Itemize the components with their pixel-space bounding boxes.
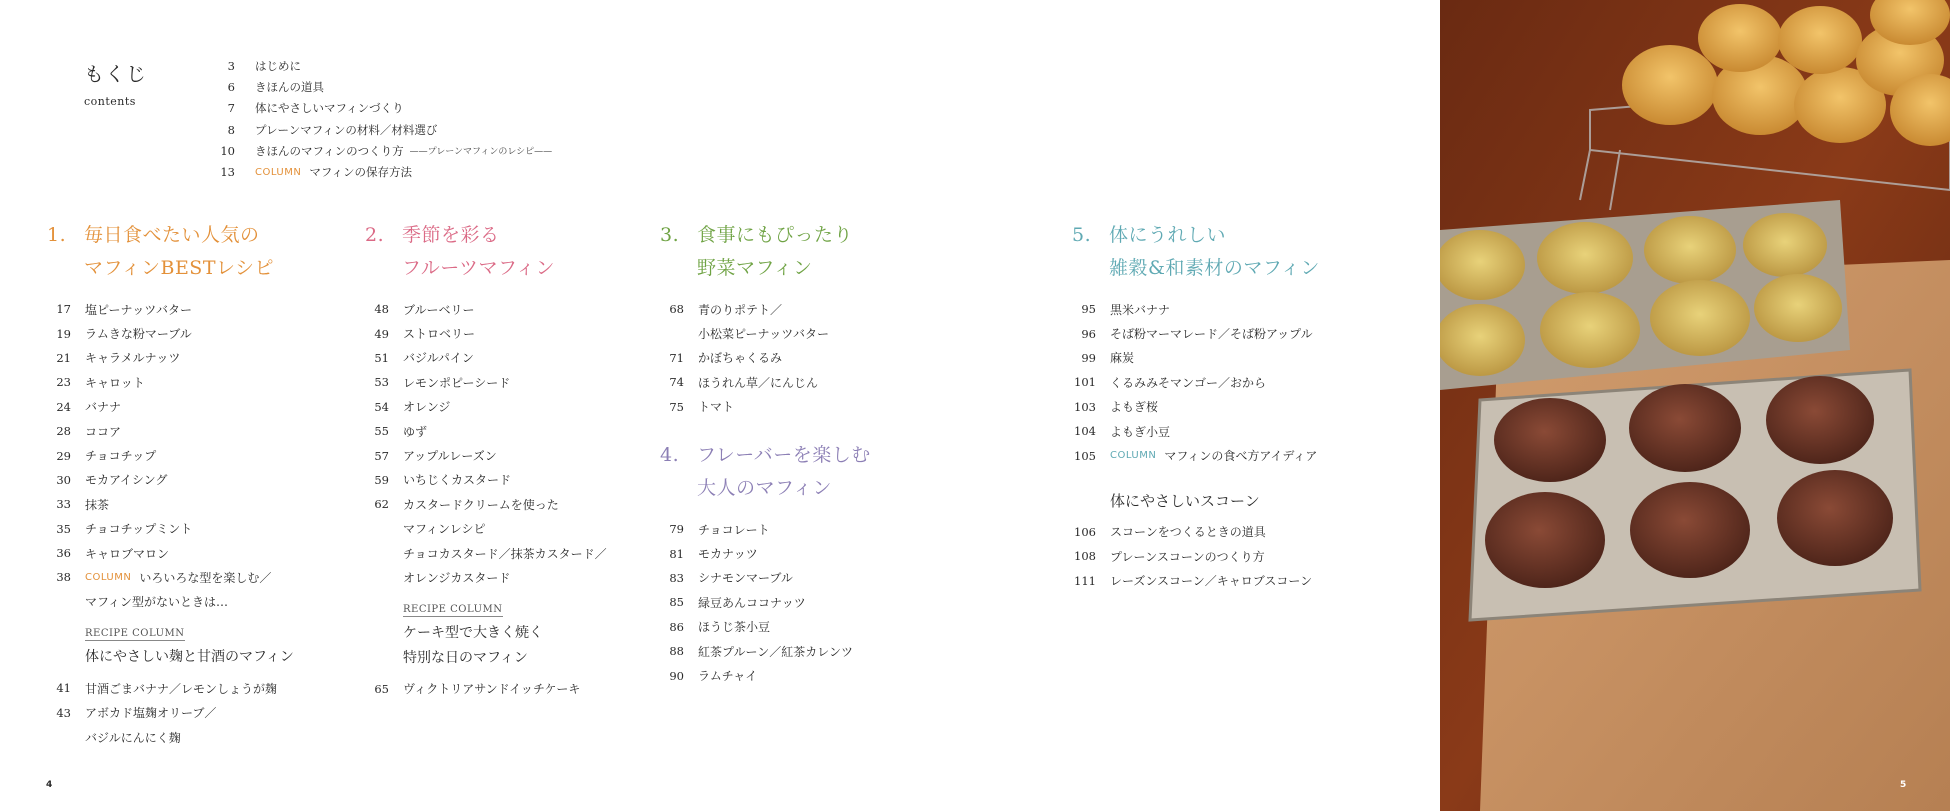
section-items xyxy=(660,517,871,688)
list-item xyxy=(47,395,294,419)
page-number: 88 xyxy=(669,644,684,659)
entry-title: 麻炭 xyxy=(1110,351,1135,366)
entry-title: プレーンマフィンの材料／材料選び xyxy=(255,122,438,137)
list-item xyxy=(205,98,552,119)
list-item xyxy=(47,700,294,724)
list-item xyxy=(47,517,294,541)
entry-title: スコーンをつくるときの道具 xyxy=(1110,525,1266,540)
section-number: 5. xyxy=(1072,224,1092,246)
recipe-column-title-line1: ケーキ型で大きく焼く xyxy=(403,624,543,641)
section-title-line2: フルーツマフィン xyxy=(402,257,555,279)
list-item xyxy=(365,346,607,370)
entry-title: ラムチャイ xyxy=(698,669,758,684)
list-item xyxy=(365,541,607,565)
section-number: 4. xyxy=(660,444,680,466)
list-item xyxy=(47,370,294,394)
entry-title: マフィン型がないときは… xyxy=(85,595,229,610)
entry-title: ストロベリー xyxy=(403,327,476,342)
entry-title: レモンポピーシード xyxy=(403,375,511,390)
entry-title: シナモンマーブル xyxy=(698,571,793,586)
page-number: 53 xyxy=(374,375,389,390)
list-item xyxy=(365,492,607,516)
entry-subtitle: ——プレーンマフィンのレシピ—— xyxy=(409,147,553,158)
entry-title: 緑豆あんココナッツ xyxy=(698,595,806,610)
scone-items xyxy=(1072,520,1320,593)
page-number: 3 xyxy=(227,58,235,73)
entry-title: ほうじ茶小豆 xyxy=(698,620,771,635)
entry-title: きほんの道具 xyxy=(255,79,324,94)
page-number: 62 xyxy=(374,497,389,512)
entry-title: ゆず xyxy=(403,424,428,439)
intro-list xyxy=(205,55,552,183)
page-number: 35 xyxy=(56,521,71,536)
section-heading xyxy=(365,219,607,285)
recipe-column-items xyxy=(365,677,607,701)
list-item xyxy=(660,517,871,541)
page-number: 7 xyxy=(227,101,235,116)
section-4 xyxy=(660,439,871,688)
list-item xyxy=(1072,544,1320,568)
list-item xyxy=(47,565,294,589)
list-item xyxy=(660,590,871,614)
entry-title: レーズンスコーン／キャロブスコーン xyxy=(1110,574,1313,589)
toc-title: もくじ xyxy=(84,62,147,86)
page-number: 103 xyxy=(1074,399,1096,414)
entry-title: チョコレート xyxy=(698,522,770,537)
entry-title: オレンジ xyxy=(403,400,451,415)
recipe-column-items xyxy=(47,676,294,749)
section-items xyxy=(1072,297,1320,468)
page-number: 13 xyxy=(220,165,235,180)
column-tag: COLUMN xyxy=(255,166,302,178)
recipe-column-title-line2: 特別な日のマフィン xyxy=(403,649,528,666)
list-item xyxy=(660,321,853,345)
page-number: 95 xyxy=(1081,302,1096,317)
page-number: 10 xyxy=(220,143,235,158)
entry-title: いちじくカスタード xyxy=(403,473,512,488)
page-number: 90 xyxy=(669,668,684,683)
entry-title: いろいろな型を楽しむ／ xyxy=(139,570,272,585)
entry-title: きほんのマフィンのつくり方 xyxy=(255,143,404,158)
entry-title: 抹茶 xyxy=(85,497,110,512)
entry-title: キャロット xyxy=(85,375,145,390)
entry-title: よもぎ小豆 xyxy=(1110,424,1171,439)
section-heading xyxy=(660,439,871,505)
page-number: 43 xyxy=(56,705,71,720)
column-tag: COLUMN xyxy=(1110,450,1157,462)
list-item xyxy=(205,161,552,182)
list-item xyxy=(47,443,294,467)
entry-title: はじめに xyxy=(255,58,301,73)
entry-title: マフィンレシピ xyxy=(403,522,486,537)
list-item xyxy=(47,419,294,443)
list-item xyxy=(365,321,607,345)
section-1 xyxy=(47,219,294,749)
entry-title: アボカド塩麹オリーブ／ xyxy=(85,706,217,721)
list-item xyxy=(365,370,607,394)
page-number: 24 xyxy=(56,399,71,414)
section-number: 2. xyxy=(365,224,385,246)
list-item xyxy=(47,676,294,700)
list-item xyxy=(660,370,853,394)
entry-title: 体にやさしいマフィンづくり xyxy=(255,101,404,116)
list-item xyxy=(47,468,294,492)
section-title-line2: 野菜マフィン xyxy=(697,257,813,279)
section-title-line1: 食事にもぴったり xyxy=(697,224,854,246)
entry-title: ヴィクトリアサンドイッチケーキ xyxy=(403,682,581,697)
scone-heading: 体にやさしいスコーン xyxy=(1110,491,1260,510)
page-number: 74 xyxy=(669,375,684,390)
list-item xyxy=(660,566,871,590)
entry-title: ほうれん草／にんじん xyxy=(698,375,819,390)
page-number: 111 xyxy=(1074,573,1096,588)
page-number: 79 xyxy=(669,522,684,537)
entry-title: そば粉マーマレード／そば粉アップル xyxy=(1110,327,1313,342)
list-item xyxy=(660,663,871,687)
page-number: 96 xyxy=(1081,326,1096,341)
page-number: 30 xyxy=(56,472,71,487)
entry-title: キャラメルナッツ xyxy=(85,351,181,366)
section-items xyxy=(660,297,853,419)
list-item xyxy=(47,590,294,614)
page-number: 36 xyxy=(56,546,71,561)
section-2 xyxy=(365,219,607,701)
recipe-column-label: RECIPE COLUMN xyxy=(403,603,503,615)
entry-title: トマト xyxy=(698,400,735,415)
list-item xyxy=(660,395,853,419)
list-item xyxy=(365,517,607,541)
list-item xyxy=(365,677,607,701)
entry-title: チョコチップミント xyxy=(85,522,193,537)
entry-title: 青のりポテト／ xyxy=(698,302,783,317)
section-heading xyxy=(1072,219,1320,285)
entry-title: 甘酒ごまバナナ／レモンしょうが麹 xyxy=(85,681,278,696)
section-title-line1: 体にうれしい xyxy=(1109,224,1227,246)
page-number: 55 xyxy=(374,424,389,439)
page-number: 59 xyxy=(374,472,389,487)
page-number: 28 xyxy=(56,424,71,439)
entry-title: キャロブマロン xyxy=(85,546,170,561)
muffin-photo xyxy=(1440,0,1950,811)
section-3 xyxy=(660,219,853,419)
list-item xyxy=(47,725,294,749)
list-item xyxy=(365,395,607,419)
entry-title: 紅茶プルーン／紅茶カレンツ xyxy=(698,644,853,659)
entry-title: ココア xyxy=(85,424,122,439)
page-folio-left: 4 xyxy=(46,780,53,790)
list-item xyxy=(47,346,294,370)
entry-title: よもぎ桜 xyxy=(1110,400,1159,415)
entry-title: バナナ xyxy=(85,400,122,415)
page-folio-right: 5 xyxy=(1900,780,1907,790)
list-item xyxy=(365,419,607,443)
page-number: 6 xyxy=(227,79,235,94)
page-number: 105 xyxy=(1074,448,1096,463)
list-item xyxy=(47,297,294,321)
entry-title: カスタードクリームを使った xyxy=(403,497,559,512)
entry-title: マフィンの保存方法 xyxy=(309,165,412,180)
toc-title-en: contents xyxy=(84,95,136,108)
entry-title: 塩ピーナッツバター xyxy=(85,302,193,317)
entry-title: かぼちゃくるみ xyxy=(698,351,783,366)
list-item xyxy=(205,76,552,97)
page-number: 19 xyxy=(56,326,71,341)
page-number: 68 xyxy=(669,302,684,317)
list-item xyxy=(660,541,871,565)
page-number: 17 xyxy=(56,302,71,317)
page-number: 83 xyxy=(669,570,684,585)
list-item xyxy=(205,119,552,140)
page-number: 65 xyxy=(374,681,389,696)
page-number: 86 xyxy=(669,619,684,634)
list-item xyxy=(47,321,294,345)
page-number: 21 xyxy=(56,350,71,365)
page-number: 81 xyxy=(669,546,684,561)
entry-title: プレーンスコーンのつくり方 xyxy=(1110,549,1265,564)
page-number: 8 xyxy=(227,122,235,137)
entry-title: チョコカスタード／抹茶カスタード／ xyxy=(403,546,607,561)
page-number: 99 xyxy=(1081,350,1096,365)
page-number: 108 xyxy=(1074,549,1096,564)
recipe-column-label: RECIPE COLUMN xyxy=(85,628,185,640)
list-item xyxy=(365,297,607,321)
entry-title: ブルーベリー xyxy=(403,302,475,317)
list-item xyxy=(1072,419,1320,443)
entry-title: チョコチップ xyxy=(85,449,157,464)
list-item xyxy=(1072,321,1320,345)
column-tag: COLUMN xyxy=(85,571,132,583)
list-item xyxy=(1072,346,1320,370)
entry-title: バジルにんにく麹 xyxy=(85,730,181,745)
page-number: 29 xyxy=(56,448,71,463)
list-item xyxy=(660,297,853,321)
section-title-line2: 雑穀&和素材のマフィン xyxy=(1109,257,1320,279)
list-item xyxy=(1072,520,1320,544)
section-items xyxy=(365,297,607,590)
list-item xyxy=(365,468,607,492)
list-item xyxy=(660,639,871,663)
list-item xyxy=(660,346,853,370)
section-number: 1. xyxy=(47,224,67,246)
entry-title: バジルパイン xyxy=(403,351,474,366)
entry-title: モカアイシング xyxy=(85,473,168,488)
entry-title: くるみみそマンゴー／おから xyxy=(1110,375,1267,390)
entry-title: 小松菜ピーナッツバター xyxy=(698,327,830,342)
section-title-line1: 毎日食べたい人気の xyxy=(84,224,260,246)
section-heading xyxy=(47,219,294,285)
page-number: 49 xyxy=(374,326,389,341)
list-item xyxy=(205,140,552,161)
entry-title: 黒米バナナ xyxy=(1110,302,1171,317)
entry-title: オレンジカスタード xyxy=(403,570,511,585)
recipe-column-title: 体にやさしい麹と甘酒のマフィン xyxy=(85,649,294,666)
page-number: 54 xyxy=(374,399,389,414)
section-items xyxy=(47,297,294,614)
list-item xyxy=(1072,395,1320,419)
section-title-line1: 季節を彩る xyxy=(402,224,500,246)
page-number: 101 xyxy=(1074,375,1096,390)
muffin-photo-illustration xyxy=(1440,0,1950,811)
entry-title: マフィンの食べ方アイディア xyxy=(1164,449,1318,464)
list-item xyxy=(47,541,294,565)
page-number: 48 xyxy=(374,302,389,317)
section-title-line2: 大人のマフィン xyxy=(697,477,832,499)
page-number: 85 xyxy=(669,595,684,610)
page-number: 33 xyxy=(56,497,71,512)
list-item xyxy=(205,55,552,76)
entry-title: アップルレーズン xyxy=(403,449,497,464)
page-number: 23 xyxy=(56,375,71,390)
list-item xyxy=(1072,297,1320,321)
list-item xyxy=(1072,569,1320,593)
page-number: 38 xyxy=(56,570,71,585)
section-number: 3. xyxy=(660,224,680,246)
list-item xyxy=(365,565,607,589)
page-number: 51 xyxy=(374,350,389,365)
page-number: 57 xyxy=(374,448,389,463)
page-number: 75 xyxy=(669,399,684,414)
entry-title: ラムきな粉マーブル xyxy=(85,327,192,342)
list-item xyxy=(1072,370,1320,394)
toc-title-block xyxy=(84,58,147,108)
section-title-line1: フレーバーを楽しむ xyxy=(697,444,871,466)
page-number: 104 xyxy=(1074,424,1096,439)
list-item xyxy=(1072,443,1320,467)
list-item xyxy=(47,492,294,516)
list-item xyxy=(365,443,607,467)
entry-title: モカナッツ xyxy=(698,547,758,562)
section-heading xyxy=(660,219,853,285)
page-number: 71 xyxy=(669,350,684,365)
page-number: 106 xyxy=(1074,524,1096,539)
section-title-line2: マフィンBESTレシピ xyxy=(84,257,275,279)
section-5 xyxy=(1072,219,1320,593)
list-item xyxy=(660,615,871,639)
page-number: 41 xyxy=(56,681,71,696)
